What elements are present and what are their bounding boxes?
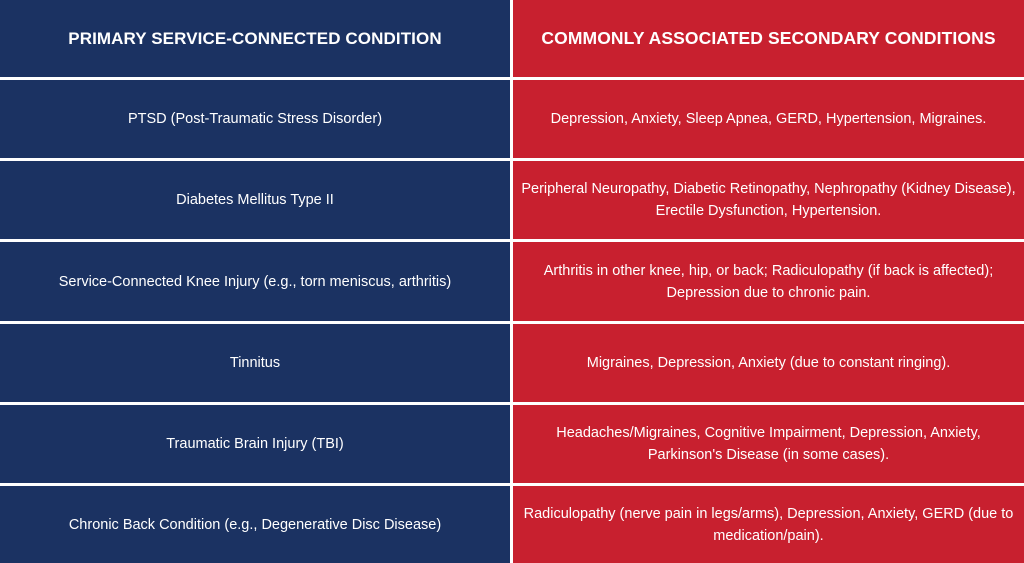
secondary-conditions-cell: Radiculopathy (nerve pain in legs/arms), Depression, Anxiety, GERD (due to medication/pain). — [513, 486, 1024, 563]
table-row — [0, 324, 1024, 402]
primary-condition-cell: Traumatic Brain Injury (TBI) — [0, 405, 510, 483]
primary-condition-cell: Service-Connected Knee Injury (e.g., torn meniscus, arthritis) — [0, 242, 510, 321]
table-row — [0, 161, 1024, 239]
primary-condition-cell: Diabetes Mellitus Type II — [0, 161, 510, 239]
primary-condition-cell: Tinnitus — [0, 324, 510, 402]
table-row — [0, 405, 1024, 483]
table-row — [0, 486, 1024, 563]
secondary-conditions-cell: Peripheral Neuropathy, Diabetic Retinopathy, Nephropathy (Kidney Disease), Erectile Dysfunction, Hypertension. — [513, 161, 1024, 239]
table-row — [0, 242, 1024, 321]
table-header-row — [0, 0, 1024, 77]
secondary-conditions-cell: Headaches/Migraines, Cognitive Impairment, Depression, Anxiety, Parkinson's Disease (in some cases). — [513, 405, 1024, 483]
secondary-conditions-header: COMMONLY ASSOCIATED SECONDARY CONDITIONS — [513, 0, 1024, 77]
secondary-conditions-cell: Depression, Anxiety, Sleep Apnea, GERD, Hypertension, Migraines. — [513, 80, 1024, 158]
table-row — [0, 80, 1024, 158]
secondary-conditions-cell: Migraines, Depression, Anxiety (due to constant ringing). — [513, 324, 1024, 402]
primary-condition-header: PRIMARY SERVICE-CONNECTED CONDITION — [0, 0, 510, 77]
primary-condition-cell: Chronic Back Condition (e.g., Degenerative Disc Disease) — [0, 486, 510, 563]
primary-condition-cell: PTSD (Post-Traumatic Stress Disorder) — [0, 80, 510, 158]
secondary-conditions-cell: Arthritis in other knee, hip, or back; Radiculopathy (if back is affected); Depression due to chronic pain. — [513, 242, 1024, 321]
